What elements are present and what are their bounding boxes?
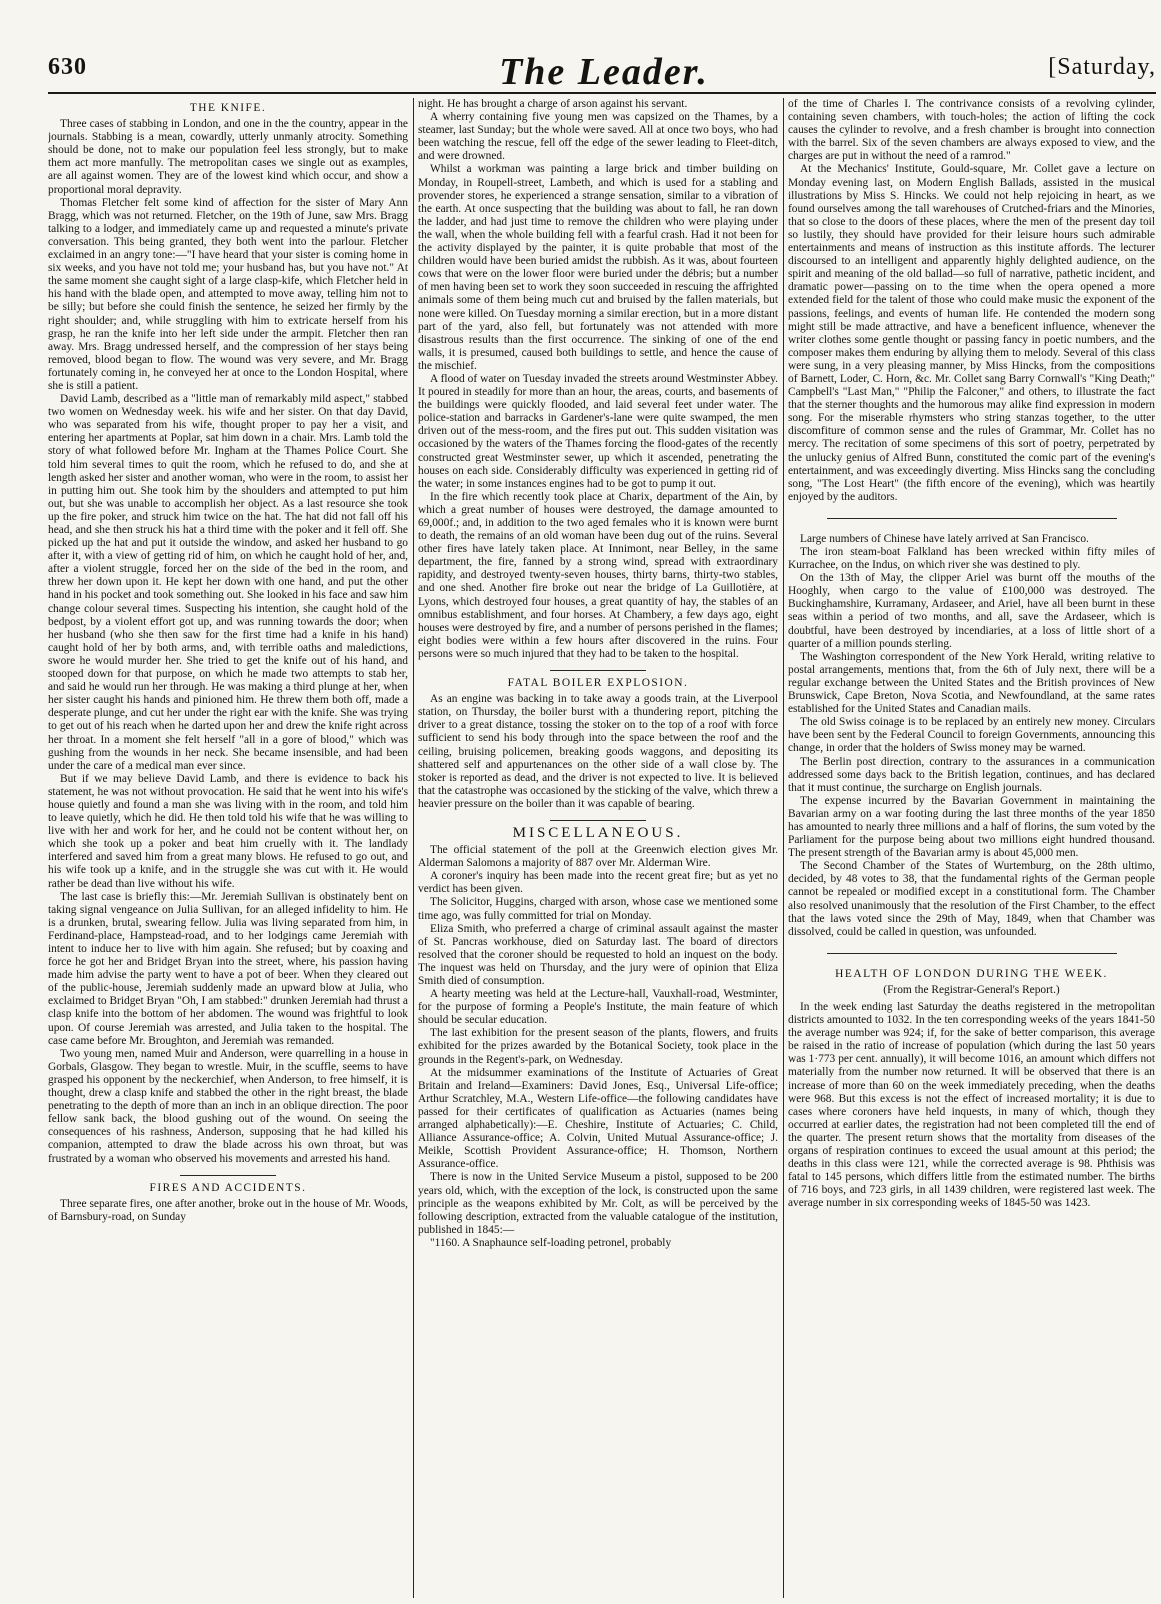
article-paragraph: As an engine was backing in to take away a goods train, at the Liverpool station, on Thursday, the boiler burst with a thundering report, pitching the driver to a great distance, tossing the stoker on to the top of a roof with force sufficient to send his body through into the space between the roof and the ceiling, bruising policemen, breaking goods waggons, and depositing its shattered self and appurtenances on the other side of a wall close by. The stoker is reported as dead, and the driver is not expected to live. It is believed that the catastrophe was occasioned by the sticking of the valve, which threw a heavier pressure on the boiler than it was capable of bearing. (418, 693, 778, 810)
column-1 (48, 98, 408, 1598)
section-rule (550, 820, 646, 821)
article-paragraph: The official statement of the poll at the Greenwich election gives Mr. Alderman Salomons a majority of 887 over Mr. Alderman Wire. (418, 844, 778, 870)
article-paragraph: At the midsummer examinations of the Institute of Actuaries of Great Britain and Ireland—Examiners: David Jones, Esq., Universal Life-office; Arthur Scratchley, M.A., Western Life-office—the following candidates have passed for their certificates of qualification as Actuaries (names being arranged alphabetically):—E. Cheshire, Institute of Actuaries; C. Child, Alliance Assurance-office; A. Colvin, United Mutual Assurance-office; J. Meikle, Scottish Provident Assurance-office; H. Thomson, Northern Assurance-office. (418, 1066, 778, 1171)
article-paragraph: Whilst a workman was painting a large brick and timber building on Monday, in Roupell-street, Lambeth, and which is used for a stabling and provender stores, he experienced a strange sensation, similar to a vibration of the earth. At once suspecting that the building was about to fall, he ran down the ladder, and had just time to remove the children who were playing under the wall, when the whole building fell with a fearful crash. Had it not been for the activity displayed by the painter, it is quite probable that most of the children would have been buried amidst the rubbish. As it was, about fourteen cows that were on the lower floor were buried under the débris; but a number of men having been set to work they soon succeeded in rescuing the affrighted animals some of them being much cut and bruised by the fallen materials, but none were killed. On Tuesday morning a similar erection, but in a more distant part of the yard, also fell, but fortunately was not attended with more disastrous results than the first occurrence. The sinking of one of the end walls, it is presumed, caused both buildings to settle, and hence the cause of the mischief. (418, 163, 778, 372)
section-subheading: (From the Registrar-General's Report.) (883, 983, 1060, 996)
article-paragraph: A coroner's inquiry has been made into the recent great fire; but as yet no verdict has been given. (418, 870, 778, 896)
article-paragraph: of the time of Charles I. The contrivance consists of a revolving cylinder, containing seven chambers, with touch-holes; the action of lifting the cock causes the cylinder to revolve, and a fresh chamber is brought into connection with the barrel. Six of the seven chambers are always exposed to view, and the charges are put in without the need of a ramrod." (788, 98, 1155, 163)
article-paragraph: David Lamb, described as a "little man of remarkably mild aspect," stabbed two women on Wednesday week. his wife and her sister. On that day David, who was separated from his wife, thought proper to pay her a visit, and entering her apartments at Poplar, sat him down in a chair. Mrs. Lamb told the story of what followed before Mr. Ingham at the Thames Police Court. She told him several times to quit the room, which he refused to do, and she at length asked her sister and another woman, who were in the room, to assist her in putting him out. She took him by the shoulders and attempted to put him out, but she was unable to accomplish her object. As a last resource she took up the fire poker, and struck him twice on the hat. The hat did not fall off his head, and she then struck his hat a third time with the poker and it fell off. She picked up the hat and put it outside the window, and asked her husband to go after it, with a view of getting rid of him, on which he caught hold of her, and, after a violent struggle, forced her on the side of the bed in the room, and threw her down upon it. He kept her down with one hand, and put the other hand in his pocket and took something out. She looked in his face and saw him change colour several times. Suspecting his intention, she caught hold of the bedpost, by a violent effort got up, and was running towards the door; when her husband (who she then saw for the first time had a knife in his hand) caught hold of her by both arms, and, with terrible oaths and maledictions, swore he would murder her. She tried to get the knife out of his hand, and stooped down for that purpose, on which he made two attempts to stab her, and said he would run her through. He was making a third plunge at her, when her sister caught his hands and pinioned him. He threw them both off, made a desperate plunge, and cut her under the right ear with the knife. She was trying to get out of his reach when he darted upon her and drew the knife right across her throat. In a moment she felt herself "all in a gore of blood," which was gushing from the wounds in her neck. She became insensible, and had been under the care of a medical man ever since. (48, 393, 408, 772)
article-paragraph: The last case is briefly this:—Mr. Jeremiah Sullivan is obstinately bent on taking signal vengeance on Julia Sullivan, for an alleged infidelity to him. He is a drunken, brutal, swearing fellow. Julia was living separated from him, in Ferdinand-place, Hampstead-road, and to her lodgings came Jeremiah with intent to induce her to live with him again. She refused; but by coaxing and force he got her and Bridget Bryan into the street, where, his passion having made him advise the party went to have a pot of beer. When they cleared out of the public-house, Jeremiah suddenly made an upward blow at Julia, who exclaimed to Bridget Bryan "Oh, I am stabbed:" drunken Jeremiah had thrust a clasp knife into the bottom of her abdomen. The wound was frightful to look upon. Of course Jeremiah was arrested, and Julia taken to the hospital. The case came before Mr. Broughton, and Jeremiah was remanded. (48, 890, 408, 1047)
article-paragraph: A wherry containing five young men was capsized on the Thames, by a steamer, last Sunday; but the whole were saved. All at once two boys, who had been watching the rescue, fell off the edge of the sewer leading to Fleet-ditch, and were drowned. (418, 111, 778, 163)
section-rule (827, 518, 1117, 519)
article-paragraph: Three cases of stabbing in London, and one in the the country, appear in the journals. Stabbing is a mean, cowardly, utterly unmanly atrocity. Something should be done, not to make our population feel less strongly, but to make them act more manfully. The metropolitan cases we single out as examples, are all against women. They are of the lowest kind which occur, and show a proportional moral depravity. (48, 118, 408, 196)
issue-day: [Saturday, (1048, 54, 1156, 80)
article-paragraph: The Solicitor, Huggins, charged with arson, whose case we mentioned some time ago, was fully committed for trial on Monday. (418, 896, 778, 922)
column-2 (418, 98, 778, 1598)
section-heading: MISCELLANEOUS. (512, 824, 684, 841)
article-paragraph: The last exhibition for the present season of the plants, flowers, and fruits exhibited for the prizes awarded by the Botanical Society, took place in the grounds in the Regent's-park, on Wednesday. (418, 1027, 778, 1066)
section-rule (827, 953, 1117, 954)
article-paragraph: Large numbers of Chinese have lately arrived at San Francisco. (800, 532, 1089, 545)
article-paragraph: The expense incurred by the Bavarian Government in maintaining the Bavarian army on a war footing during the last three months of the year 1850 has amounted to nearly three millions and a half of florins, the sum voted by the Parliament for the purpose being about two millions eight hundred thousand. The present strength of the Bavarian army is about 45,000 men. (788, 794, 1155, 860)
masthead (48, 48, 1160, 94)
section-rule (180, 1175, 276, 1176)
article-paragraph: On the 13th of May, the clipper Ariel was burnt off the mouths of the Hooghly, when cargo to the value of £100,000 was destroyed. The Buckinghamshire, Kurramany, Ardaseer, and Ariel, have all been burnt in these seas within a period of two months, and all, save the Ardaseer, which is doubtful, have been destroyed by incendiaries, at a loss of little short of a quarter of a million pounds sterling. (788, 572, 1155, 650)
article-paragraph: Two young men, named Muir and Anderson, were quarrelling in a house in Gorbals, Glasgow. They began to wrestle. Muir, in the scuffle, seems to have grasped his opponent by the neckerchief, when Anderson, to free himself, it is thought, drew a clasp knife and stabbed the other in the right breast, the blade penetrating to the depth of more than an inch in an oblique direction. The poor fellow sank back, the blood gushing out of the wound. On seeing the consequences of his rashness, Anderson, supposing that he had killed his companion, attempted to draw the blade across his own throat, but was frustrated by a woman who observed his movements and arrested his hand. (48, 1047, 408, 1165)
article-paragraph: The old Swiss coinage is to be replaced by an entirely new money. Circulars have been sent by the Federal Council to foreign Governments, announcing this change, in order that the holders of Swiss money may be warned. (788, 716, 1155, 755)
article-paragraph: A flood of water on Tuesday invaded the streets around Westminster Abbey. It poured in steadily for more than an hour, the areas, courts, and basements of the buildings were quickly flooded, and laid several feet under water. The police-station and barracks in Gardener's-lane were quite swamped, the men driven out of the mess-room, and the fires put out. This sudden visitation was occasioned by the waters of the Thames forcing the flood-gates of the recently constructed great Westminster sewer, up which it ascended, penetrating the houses on each side. Considerably difficulty was experienced in getting rid of the water; in some instances engines had to be got to pump it out. (418, 372, 778, 490)
section-heading: HEALTH OF LONDON DURING THE WEEK. (835, 967, 1108, 980)
article-paragraph: A hearty meeting was held at the Lecture-hall, Vauxhall-road, Westminter, for the purpose of forming a People's Institute, the main feature of which should be secular education. (418, 988, 778, 1027)
section-heading: FATAL BOILER EXPLOSION. (507, 677, 689, 690)
column-divider (783, 98, 784, 1598)
column-3 (788, 98, 1155, 1598)
newspaper-title: The Leader. (499, 51, 709, 93)
article-paragraph: At the Mechanics' Institute, Gould-square, Mr. Collet gave a lecture on Monday evening last, on Modern English Ballads, assisted in the musical illustrations by Miss S. Hincks. We could not help rejoicing in heart, as we found ourselves among the tall warehouses of Crutched-friars and the Minories, that so close to the doors of these places, where the men of the present day toil so lustily, they should have provided for their leisure hours such admirable entertainments and means of instruction as this institute affords. The lecturer discoursed to an intelligent and apparently highly delighted audience, on the spirit and meaning of the old ballad—so full of narrative, pathetic incident, and dramatic power—passing on to the time when the opera opened a more extended field for the talent of those who could make music the exponent of the passions, feelings, and events of human life. He contended the modern song might still be made attractive, and have a beneficent influence, whenever the writer clothes some gentle thought or passing fancy in poetic numbers, and the composer makes them enduring by allying them to melody. Several of this class were sung, in a very pleasing manner, by Miss Hincks, from the compositions of Barnett, Loder, C. Horn, &c. Mr. Collet sang Barry Cornwall's "King Death;" Campbell's "Last Man," "Philip the Falconer," and others, to illustrate the fact that the sterner thoughts and the humorous may alike find expression in modern song. For the miserable rhymsters who string stanzas together, to the utter discomfiture of common sense and the rules of Grammar, Mr. Collet has no mercy. The recitation of some specimens of this sort of poetry, perpetrated by the unlucky genius of Alfred Bunn, constituted the comic part of the evening's entertainment, and was exceedingly diverting. Miss Hincks sang the concluding song, "The Lost Heart" (the fifth encore of the evening), which was heartily enjoyed by the auditors. (788, 163, 1155, 503)
header-rule (48, 92, 1156, 94)
article-paragraph: The iron steam-boat Falkland has been wrecked within fifty miles of Kurrachee, on the Indus, on which river she was destined to ply. (788, 546, 1155, 572)
article-paragraph: There is now in the United Service Museum a pistol, supposed to be 200 years old, which, with the exception of the lock, is constructed upon the same principle as the weapons exhibited by Mr. Colt, as will be perceived by the following description, extracted from the valuable catalogue of the institution, published in 1845:— (418, 1171, 778, 1236)
article-paragraph: But if we may believe David Lamb, and there is evidence to back his statement, he was not without provocation. He said that he went into his wife's house quietly and found a man she was living with in the room, and told him to leave quietly, which he did. He then told told his wife that he was willing to live with her and work for her, and he could not be content without her, on which she took up a poker and beat him cruelly with it. The landlady interfered and saved him from a great many blows. He refused to go out, and his wife took up a knife, and in the struggle she was cut with it. He would rather be dead than live without his wife. (48, 772, 408, 890)
section-rule (550, 670, 646, 671)
article-paragraph: "1160. A Snaphaunce self-loading petronel, probably (430, 1236, 672, 1249)
article-paragraph: Three separate fires, one after another, broke out in the house of Mr. Woods, of Barnsbury-road, on Sunday (48, 1197, 408, 1223)
article-paragraph: In the week ending last Saturday the deaths registered in the metropolitan districts amounted to 1032. In the ten corresponding weeks of the years 1841-50 the average number was 924; if, for the sake of better comparison, this average be raised in the ratio of increase of population (which during the last 50 years was 1·773 per cent. annually), it will become 1016, an amount which differs not materially from the number now returned. It will be observed that there is an increase of more than 60 on the week immediately preceding, when the deaths were 968. But this excess is not the effect of increased mortality; it is due to cases where coroners have held inquests, in many of which, though they occurred at earlier dates, the registration had not been completed till the end of the quarter. The present return shows that the mortality from diseases of the organs of respiration continues to exceed the usual amount at this period; the deaths in this class were 121, while the corrected average is 98. Phthisis was fatal to 145 persons, which differs little from the estimated number. The births of 716 boys, and 723 girls, in all 1439 children, were registered last week. The average number in six corresponding weeks of 1845-50 was 1423. (788, 1001, 1155, 1210)
page-number: 630 (48, 54, 87, 80)
column-divider (413, 98, 414, 1598)
article-paragraph: Thomas Fletcher felt some kind of affection for the sister of Mary Ann Bragg, which was not returned. Fletcher, on the 19th of June, saw Mrs. Bragg talking to a lodger, and immediately came up and requested a minute's private conversation. This being granted, they both went into the parlour. Fletcher exclaimed in an angry tone:—"I have heard that your sister is coming home in six weeks, and you have not told me; your husband has, but you have not." At the same moment she caught sight of a large clasp-kife, which Fletcher held in his hand with the blade open, and attempted to move away, telling him not to be silly; but before she could finish the sentence, he seized her firmly by the right shoulder; and, while struggling with him to extricate herself from his grasp, he ran the knife into her left side under the armpit. Fletcher then ran away. Mrs. Bragg undressed herself, and the compression of her stays being removed, blood began to flow. The wound was very severe, and Mr. Bragg fortunately coming in, he conveyed her at once to the London Hospital, where she is still a patient. (48, 196, 408, 392)
article-paragraph: The Washington correspondent of the New York Herald, writing relative to postal arrangements, mentions that, from the 6th of July next, there will be a regular exchange between the United States and the British provinces of New Brunswick, Cape Breton, Nova Scotia, and Newfoundland, at the same rates established for the United States and Canadian mails. (788, 650, 1155, 716)
article-paragraph: night. He has brought a charge of arson against his servant. (418, 98, 688, 110)
article-paragraph: The Second Chamber of the States of Wurtemburg, on the 28th ultimo, decided, by 48 votes to 38, that the fundamental rights of the German people cannot be repealed or modified except in a constitutional form. The Chamber also resolved unanimously that the resolution of the First Chamber, to the effect that the laws voted since the 29th of May, 1849, when that Chamber was dissolved, could be called in question, was unfounded. (788, 860, 1155, 938)
article-paragraph: In the fire which recently took place at Charix, department of the Ain, by which a great number of houses were destroyed, the damage amounted to 69,000f.; and, in addition to the two aged females who it is known were burnt to death, the remains of an old woman have been dug out of the ruins. Several other fires have lately taken place. At Innimont, near Belley, in the same department, the fire, fanned by a strong wind, spread with extraordinary rapidity, and destroyed twenty-seven houses, thirty barns, thirty-two stables, and one shed. Another fire broke out near the bridge of La Guillotière, at Lyons, which destroyed four houses, a great quantity of hay, the stables of an omnibus establishment, and four horses. At Chambery, a few days ago, eight houses were destroyed by fire, and a number of persons perished in the flames; eight bodies were within a few hours after discovered in the ruins. Four persons were so much injured that they had to be taken to the hospital. (418, 490, 778, 660)
section-heading: FIRES AND ACCIDENTS. (149, 1181, 307, 1194)
article-paragraph: Eliza Smith, who preferred a charge of criminal assault against the master of St. Pancras workhouse, died on Saturday last. The board of directors resolved that the coroner should be requested to hold an inquest on the body. The inquest was held on Thursday, and the jury were of opinion that Eliza Smith died of consumption. (418, 922, 778, 987)
article-paragraph: The Berlin post direction, contrary to the assurances in a communication addressed some days back to the British legation, continues, and has declared that it must continue, the surcharge on English journals. (788, 755, 1155, 794)
section-heading: THE KNIFE. (189, 102, 267, 114)
